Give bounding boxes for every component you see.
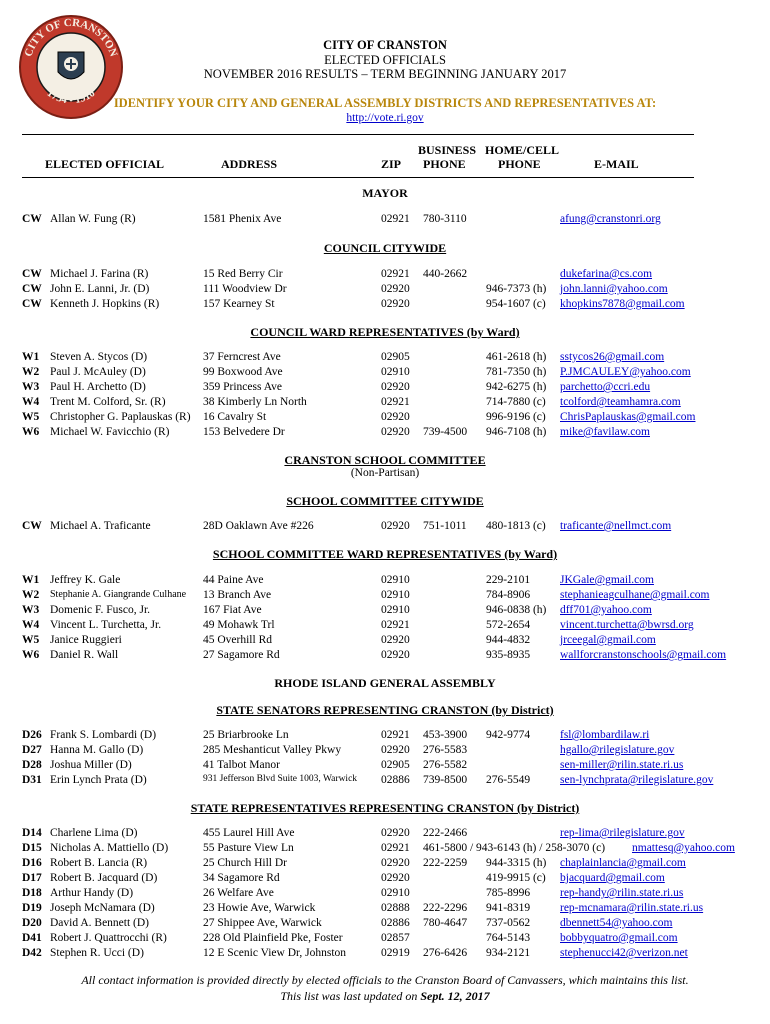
business-phone: 739-8500 — [423, 774, 468, 786]
col-email: E-MAIL — [594, 157, 639, 171]
official-name: Paul H. Archetto (D) — [50, 381, 146, 393]
table-row — [0, 902, 770, 917]
col-home-1: HOME/CELL — [485, 143, 560, 157]
email-link[interactable]: bjacquard@gmail.com — [560, 872, 665, 884]
table-row — [0, 520, 770, 535]
district-code: W3 — [22, 604, 40, 616]
home-phone: 714-7880 (c) — [486, 396, 546, 408]
email-link[interactable]: P.JMCAULEY@yahoo.com — [560, 366, 691, 378]
official-name: Jeffrey K. Gale — [50, 574, 121, 586]
district-code: D16 — [22, 857, 42, 869]
business-phone: 276-5582 — [423, 759, 468, 771]
table-row — [0, 649, 770, 664]
official-zip: 02920 — [381, 634, 410, 646]
district-code: CW — [22, 520, 42, 532]
home-phone: 941-8319 — [486, 902, 531, 914]
home-phone: 276-5549 — [486, 774, 531, 786]
table-row — [0, 426, 770, 441]
email-link[interactable]: bobbyquatro@gmail.com — [560, 932, 678, 944]
table-row — [0, 634, 770, 649]
official-name: Erin Lynch Prata (D) — [50, 774, 147, 786]
district-code: CW — [22, 283, 42, 295]
official-address: 27 Sagamore Rd — [203, 649, 280, 661]
table-row — [0, 947, 770, 962]
home-phone: 737-0562 — [486, 917, 531, 929]
district-code: W5 — [22, 411, 40, 423]
table-row — [0, 744, 770, 759]
official-address: 16 Cavalry St — [203, 411, 267, 423]
district-code: W2 — [22, 366, 40, 378]
email-link[interactable]: rep-mcnamara@rilin.state.ri.us — [560, 902, 704, 914]
official-address: 49 Mohawk Trl — [203, 619, 275, 631]
official-zip: 02886 — [381, 917, 410, 929]
official-address: 455 Laurel Hill Ave — [203, 827, 295, 839]
district-code: W1 — [22, 574, 40, 586]
table-row — [0, 774, 770, 789]
official-name: Daniel R. Wall — [50, 649, 119, 661]
official-address: 157 Kearney St — [203, 298, 275, 310]
official-zip: 02857 — [381, 932, 410, 944]
official-address: 167 Fiat Ave — [203, 604, 262, 616]
email-link[interactable]: mike@favilaw.com — [560, 426, 650, 438]
official-name: Michael W. Favicchio (R) — [50, 426, 170, 438]
table-row — [0, 729, 770, 744]
business-phone: 440-2662 — [423, 268, 468, 280]
district-code: CW — [22, 298, 42, 310]
official-zip: 02920 — [381, 411, 410, 423]
email-link[interactable]: rep-handy@rilin.state.ri.us — [560, 887, 684, 899]
official-zip: 02921 — [381, 213, 410, 225]
official-zip: 02920 — [381, 298, 410, 310]
district-code: D26 — [22, 729, 42, 741]
official-name: Robert B. Lancia (R) — [50, 857, 148, 869]
district-code: D15 — [22, 842, 42, 854]
official-name: David A. Bennett (D) — [50, 917, 150, 929]
official-name: John E. Lanni, Jr. (D) — [50, 283, 150, 295]
official-name: Christopher G. Paplauskas (R) — [50, 411, 191, 423]
business-phone: 461-5800 / 943-6143 (h) / 258-3070 (c) — [423, 842, 606, 854]
document-title: CITY OF CRANSTON — [323, 38, 447, 52]
email-link[interactable]: sen-lynchprata@rilegislature.gov — [560, 774, 714, 786]
email-link[interactable]: john.lanni@yahoo.com — [560, 283, 668, 295]
home-phone: 954-1607 (c) — [486, 298, 546, 310]
home-phone: 946-7373 (h) — [486, 283, 547, 295]
col-elected-official: ELECTED OFFICIAL — [45, 157, 165, 171]
district-code: CW — [22, 268, 42, 280]
vote-ri-link[interactable]: http://vote.ri.gov — [346, 112, 424, 124]
official-address: 27 Shippee Ave, Warwick — [203, 917, 322, 929]
official-zip: 02888 — [381, 902, 410, 914]
official-name: Janice Ruggieri — [50, 634, 122, 646]
home-phone: 946-7108 (h) — [486, 426, 547, 438]
business-phone: 751-1011 — [423, 520, 467, 532]
official-name: Joshua Miller (D) — [50, 759, 132, 771]
official-address: 25 Church Hill Dr — [203, 857, 288, 869]
email-link[interactable]: hgallo@rilegislature.gov — [560, 744, 675, 756]
official-zip: 02905 — [381, 759, 410, 771]
official-zip: 02920 — [381, 827, 410, 839]
official-zip: 02920 — [381, 381, 410, 393]
official-address: 285 Meshanticut Valley Pkwy — [203, 744, 342, 756]
district-code: D42 — [22, 947, 42, 959]
home-phone: 944-4832 — [486, 634, 531, 646]
official-address: 12 E Scenic View Dr, Johnston — [203, 947, 347, 959]
footer-note: All contact information is provided directly by elected officials to the Cranston Board of Canvassers, which maintains this list. — [81, 973, 689, 987]
business-phone: 222-2466 — [423, 827, 468, 839]
official-address: 44 Paine Ave — [203, 574, 264, 586]
table-row — [0, 604, 770, 619]
business-phone: 453-3900 — [423, 729, 468, 741]
table-row — [0, 827, 770, 842]
section-school-ward: SCHOOL COMMITTEE WARD REPRESENTATIVES (by Ward) — [212, 547, 558, 561]
official-zip: 02921 — [381, 268, 410, 280]
district-code: D17 — [22, 872, 42, 884]
official-zip: 02920 — [381, 857, 410, 869]
official-zip: 02910 — [381, 887, 410, 899]
official-zip: 02920 — [381, 872, 410, 884]
non-partisan-note: (Non-Partisan) — [350, 467, 420, 479]
table-row — [0, 917, 770, 932]
email-link[interactable]: khopkins7878@gmail.com — [560, 298, 685, 310]
official-address: 28D Oaklawn Ave #226 — [203, 520, 314, 532]
business-phone: 780-3110 — [423, 213, 467, 225]
official-zip: 02920 — [381, 649, 410, 661]
email-link[interactable]: wallforcranstonschools@gmail.com — [560, 649, 727, 661]
official-zip: 02921 — [381, 842, 410, 854]
document-subtitle: ELECTED OFFICIALS — [324, 53, 446, 67]
section-senators: STATE SENATORS REPRESENTING CRANSTON (by District) — [216, 703, 554, 717]
official-name: Arthur Handy (D) — [50, 887, 134, 899]
footer-updated-prefix: This list was last updated on — [280, 989, 421, 1003]
official-name: Michael A. Traficante — [50, 520, 151, 532]
section-council-citywide: COUNCIL CITYWIDE — [323, 241, 447, 255]
district-code: D31 — [22, 774, 42, 786]
official-address: 228 Old Plainfield Pke, Foster — [203, 932, 343, 944]
email-link[interactable]: vincent.turchetta@bwrsd.org — [560, 619, 694, 631]
business-phone: 276-6426 — [423, 947, 468, 959]
official-address: 111 Woodview Dr — [203, 283, 287, 295]
table-row — [0, 283, 770, 298]
section-mayor: MAYOR — [362, 186, 408, 200]
email-link[interactable]: sstycos26@gmail.com — [560, 351, 665, 363]
official-name: Domenic F. Fusco, Jr. — [50, 604, 151, 616]
email-link[interactable]: stephenucci42@verizon.net — [560, 947, 688, 959]
official-name: Steven A. Stycos (D) — [50, 351, 148, 363]
table-row — [0, 298, 770, 313]
official-name: Vincent L. Turchetta, Jr. — [50, 619, 162, 631]
official-name: Stephanie A. Giangrande Culhane — [50, 589, 187, 600]
footer-updated — [0, 989, 770, 1004]
table-row — [0, 381, 770, 396]
district-code: D27 — [22, 744, 42, 756]
col-zip: ZIP — [381, 157, 402, 171]
seal-bottom-text: 1754 • 1910 — [44, 87, 98, 107]
col-business-2: PHONE — [423, 157, 466, 171]
district-code: W3 — [22, 381, 40, 393]
official-name: Hanna M. Gallo (D) — [50, 744, 144, 756]
official-zip: 02921 — [381, 729, 410, 741]
home-phone: 461-2618 (h) — [486, 351, 547, 363]
official-address: 13 Branch Ave — [203, 589, 272, 601]
district-code: W4 — [22, 396, 40, 408]
business-phone: 222-2259 — [423, 857, 468, 869]
official-address: 34 Sagamore Rd — [203, 872, 280, 884]
table-row — [0, 872, 770, 887]
home-phone: 996-9196 (c) — [486, 411, 546, 423]
table-row — [0, 589, 770, 604]
business-phone: 276-5583 — [423, 744, 468, 756]
official-address: 359 Princess Ave — [203, 381, 283, 393]
section-school-committee: CRANSTON SCHOOL COMMITTEE — [284, 453, 486, 467]
email-link[interactable]: jrceegal@gmail.com — [560, 634, 656, 646]
home-phone: 934-2121 — [486, 947, 531, 959]
official-address: 15 Red Berry Cir — [203, 268, 283, 280]
home-phone: 480-1813 (c) — [486, 520, 546, 532]
official-zip: 02919 — [381, 947, 410, 959]
official-address: 23 Howie Ave, Warwick — [203, 902, 316, 914]
official-zip: 02921 — [381, 619, 410, 631]
footer-updated-date: Sept. 12, 2017 — [420, 989, 490, 1003]
business-phone: 222-2296 — [423, 902, 468, 914]
home-phone: 942-6275 (h) — [486, 381, 547, 393]
official-zip: 02886 — [381, 774, 410, 786]
official-name: Frank S. Lombardi (D) — [50, 729, 157, 741]
official-zip: 02921 — [381, 396, 410, 408]
district-code: D14 — [22, 827, 42, 839]
home-phone: 784-8906 — [486, 589, 531, 601]
official-address: 1581 Phenix Ave — [203, 213, 282, 225]
table-row — [0, 932, 770, 947]
official-zip: 02920 — [381, 744, 410, 756]
official-name: Michael J. Farina (R) — [50, 268, 149, 280]
home-phone: 935-8935 — [486, 649, 531, 661]
section-representatives: STATE REPRESENTATIVES REPRESENTING CRANSTON (by District) — [190, 801, 580, 815]
home-phone: 946-0838 (h) — [486, 604, 547, 616]
official-address: 38 Kimberly Ln North — [203, 396, 307, 408]
email-link[interactable]: dff701@yahoo.com — [560, 604, 652, 616]
official-address: 37 Ferncrest Ave — [203, 351, 281, 363]
col-business-1: BUSINESS — [418, 143, 477, 157]
table-row — [0, 351, 770, 366]
official-name: Robert J. Quattrocchi (R) — [50, 932, 167, 944]
email-link[interactable]: rep-lima@rilegislature.gov — [560, 827, 685, 839]
official-address: 26 Welfare Ave — [203, 887, 274, 899]
official-name: Robert B. Jacquard (D) — [50, 872, 158, 884]
official-name: Charlene Lima (D) — [50, 827, 138, 839]
official-address: 931 Jefferson Blvd Suite 1003, Warwick — [203, 774, 358, 784]
email-link[interactable]: fsl@lombardilaw.ri — [560, 729, 650, 741]
official-name: Allan W. Fung (R) — [50, 213, 136, 225]
col-home-2: PHONE — [498, 157, 541, 171]
official-zip: 02920 — [381, 520, 410, 532]
official-name: Trent M. Colford, Sr. (R) — [50, 396, 166, 408]
email-link[interactable]: stephanieagculhane@gmail.com — [560, 589, 710, 601]
table-row — [0, 619, 770, 634]
business-phone: 780-4647 — [423, 917, 468, 929]
email-link[interactable]: parchetto@ccri.edu — [560, 381, 651, 393]
official-zip: 02910 — [381, 366, 410, 378]
official-address: 55 Pasture View Ln — [203, 842, 294, 854]
official-name: Nicholas A. Mattiello (D) — [50, 842, 169, 854]
email-link[interactable]: tcolford@teamhamra.com — [560, 396, 681, 408]
table-row — [0, 574, 770, 589]
table-row — [0, 396, 770, 411]
home-phone: 781-7350 (h) — [486, 366, 547, 378]
district-code: W1 — [22, 351, 40, 363]
official-zip: 02920 — [381, 426, 410, 438]
table-row — [0, 887, 770, 902]
section-school-citywide: SCHOOL COMMITTEE CITYWIDE — [286, 494, 484, 508]
email-link[interactable]: dukefarina@cs.com — [560, 268, 653, 280]
section-general-assembly: RHODE ISLAND GENERAL ASSEMBLY — [274, 676, 496, 690]
section-council-ward: COUNCIL WARD REPRESENTATIVES (by Ward) — [250, 325, 520, 339]
home-phone: 229-2101 — [486, 574, 531, 586]
official-zip: 02905 — [381, 351, 410, 363]
district-code: CW — [22, 213, 42, 225]
seal-top-text: CITY OF CRANSTON — [22, 16, 120, 59]
official-name: Kenneth J. Hopkins (R) — [50, 298, 160, 310]
email-link[interactable]: traficante@nellmct.com — [560, 520, 672, 532]
district-code: W2 — [22, 589, 40, 601]
table-row — [0, 842, 770, 857]
col-address: ADDRESS — [221, 157, 278, 171]
top-divider — [22, 134, 694, 135]
district-code: D18 — [22, 887, 42, 899]
official-address: 41 Talbot Manor — [203, 759, 280, 771]
email-link[interactable]: chaplainlancia@gmail.com — [560, 857, 686, 869]
email-link[interactable]: afung@cranstonri.org — [560, 213, 661, 225]
results-line: NOVEMBER 2016 RESULTS – TERM BEGINNING JANUARY 2017 — [203, 67, 567, 81]
header-divider — [22, 177, 694, 178]
email-link[interactable]: dbennett54@yahoo.com — [560, 917, 673, 929]
district-code: W6 — [22, 426, 40, 438]
official-zip: 02910 — [381, 574, 410, 586]
table-row — [0, 411, 770, 426]
official-address: 45 Overhill Rd — [203, 634, 272, 646]
district-code: D41 — [22, 932, 42, 944]
email-link[interactable]: nmattesq@yahoo.com — [632, 842, 735, 854]
district-code: D19 — [22, 902, 42, 914]
email-link[interactable]: ChrisPaplauskas@gmail.com — [560, 411, 696, 423]
district-code: D20 — [22, 917, 42, 929]
district-code: W4 — [22, 619, 40, 631]
table-row — [0, 759, 770, 774]
official-zip: 02920 — [381, 283, 410, 295]
home-phone: 944-3315 (h) — [486, 857, 547, 869]
table-row — [0, 857, 770, 872]
district-code: W5 — [22, 634, 40, 646]
email-link[interactable]: JKGale@gmail.com — [560, 574, 654, 586]
official-zip: 02910 — [381, 589, 410, 601]
official-address: 153 Belvedere Dr — [203, 426, 285, 438]
identify-line: IDENTIFY YOUR CITY AND GENERAL ASSEMBLY DISTRICTS AND REPRESENTATIVES AT: — [113, 96, 657, 110]
business-phone: 739-4500 — [423, 426, 468, 438]
email-link[interactable]: sen-miller@rilin.state.ri.us — [560, 759, 684, 771]
home-phone: 572-2654 — [486, 619, 531, 631]
official-name: Paul J. McAuley (D) — [50, 366, 146, 378]
table-row — [0, 213, 770, 228]
district-code: D28 — [22, 759, 42, 771]
official-address: 25 Briarbrooke Ln — [203, 729, 289, 741]
district-code: W6 — [22, 649, 40, 661]
official-zip: 02910 — [381, 604, 410, 616]
home-phone: 764-5143 — [486, 932, 531, 944]
official-name: Joseph McNamara (D) — [50, 902, 155, 914]
home-phone: 419-9915 (c) — [486, 872, 546, 884]
official-name: Stephen R. Ucci (D) — [50, 947, 144, 959]
table-row — [0, 268, 770, 283]
official-address: 99 Boxwood Ave — [203, 366, 283, 378]
home-phone: 942-9774 — [486, 729, 531, 741]
table-row — [0, 366, 770, 381]
home-phone: 785-8996 — [486, 887, 531, 899]
